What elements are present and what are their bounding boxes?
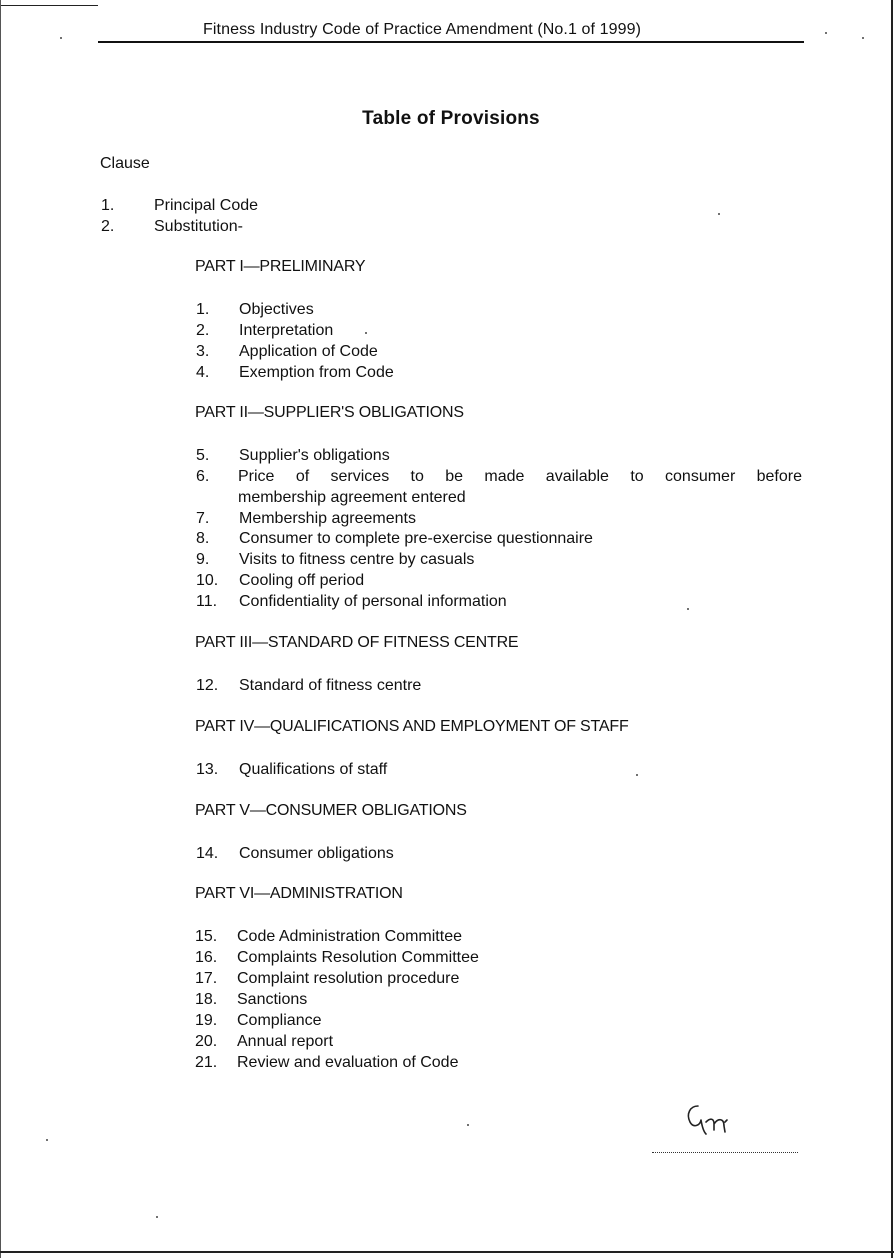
provision-number: 19. — [195, 1012, 218, 1029]
provision-text: Exemption from Code — [239, 364, 394, 381]
scan-edge-right — [891, 0, 893, 1258]
provision-text: Complaints Resolution Committee — [237, 949, 479, 966]
provision-text: Standard of fitness centre — [239, 677, 422, 694]
provision-number: 15. — [195, 928, 218, 945]
provision-text: Membership agreements — [239, 510, 416, 527]
provision-text: Price of services to be made available to consumer before — [238, 468, 802, 485]
scan-speck — [60, 37, 62, 39]
provision-text: Code Administration Committee — [237, 928, 462, 945]
part-heading: PART III—STANDARD OF FITNESS CENTRE — [195, 634, 519, 651]
provision-number: 2. — [196, 322, 210, 339]
handwritten-initials — [684, 1100, 744, 1140]
clause-number: 2. — [101, 218, 115, 235]
header-rule — [98, 41, 804, 43]
running-header: Fitness Industry Code of Practice Amendment (No.1 of 1999) — [203, 21, 642, 38]
provision-text: Objectives — [239, 301, 314, 318]
provision-number: 20. — [195, 1033, 218, 1050]
provision-text: Cooling off period — [239, 572, 365, 589]
scan-speck — [156, 1216, 158, 1218]
page-title: Table of Provisions — [362, 108, 540, 129]
provision-number: 18. — [195, 991, 218, 1008]
clause-number: 1. — [101, 197, 115, 214]
provision-number: 9. — [196, 551, 210, 568]
scan-speck — [46, 1139, 48, 1141]
signature-line — [652, 1152, 798, 1153]
provision-number: 17. — [195, 970, 218, 987]
clause-label: Clause — [100, 155, 150, 172]
scan-speck — [636, 774, 638, 776]
provision-number: 5. — [196, 447, 210, 464]
provision-number: 1. — [196, 301, 210, 318]
scan-speck — [718, 213, 720, 215]
provision-number: 10. — [196, 572, 219, 589]
scan-speck — [862, 37, 864, 39]
provision-number: 11. — [196, 593, 218, 610]
scan-speck — [365, 332, 367, 334]
part-heading: PART IV—QUALIFICATIONS AND EMPLOYMENT OF STAFF — [195, 718, 629, 735]
provision-text: Annual report — [237, 1033, 334, 1050]
part-heading: PART I—PRELIMINARY — [195, 258, 366, 275]
part-heading: PART II—SUPPLIER'S OBLIGATIONS — [195, 404, 464, 421]
provision-text: Consumer obligations — [239, 845, 394, 862]
provision-text: Compliance — [237, 1012, 322, 1029]
provision-number: 3. — [196, 343, 210, 360]
provision-text: Confidentiality of personal information — [239, 593, 507, 610]
provision-number: 8. — [196, 530, 210, 547]
provision-text-continued: membership agreement entered — [238, 489, 466, 506]
provision-text: Visits to fitness centre by casuals — [239, 551, 475, 568]
provision-text: Review and evaluation of Code — [237, 1054, 459, 1071]
provision-text: Application of Code — [239, 343, 378, 360]
part-heading: PART V—CONSUMER OBLIGATIONS — [195, 802, 467, 819]
clause-text: Substitution- — [154, 218, 243, 235]
scan-speck — [467, 1124, 469, 1126]
provision-number: 12. — [196, 677, 219, 694]
provision-number: 16. — [195, 949, 218, 966]
provision-text: Complaint resolution procedure — [237, 970, 460, 987]
provision-text: Sanctions — [237, 991, 308, 1008]
provision-text: Supplier's obligations — [239, 447, 390, 464]
part-heading: PART VI—ADMINISTRATION — [195, 885, 403, 902]
provision-number: 14. — [196, 845, 219, 862]
clause-text: Principal Code — [154, 197, 259, 214]
scan-edge-top — [0, 5, 98, 6]
provision-text: Consumer to complete pre-exercise questionnaire — [239, 530, 593, 547]
provision-text-wrapped — [238, 466, 802, 508]
provision-number: 4. — [196, 364, 210, 381]
provision-number: 6. — [196, 468, 210, 485]
provision-text: Interpretation — [239, 322, 334, 339]
scan-speck — [825, 32, 827, 34]
scan-speck — [687, 608, 689, 610]
provision-number: 13. — [196, 761, 219, 778]
provision-number: 7. — [196, 510, 210, 527]
scan-edge-left — [0, 0, 1, 1258]
scan-edge-bottom — [0, 1251, 894, 1253]
provision-text: Qualifications of staff — [239, 761, 388, 778]
provision-number: 21. — [195, 1054, 218, 1071]
